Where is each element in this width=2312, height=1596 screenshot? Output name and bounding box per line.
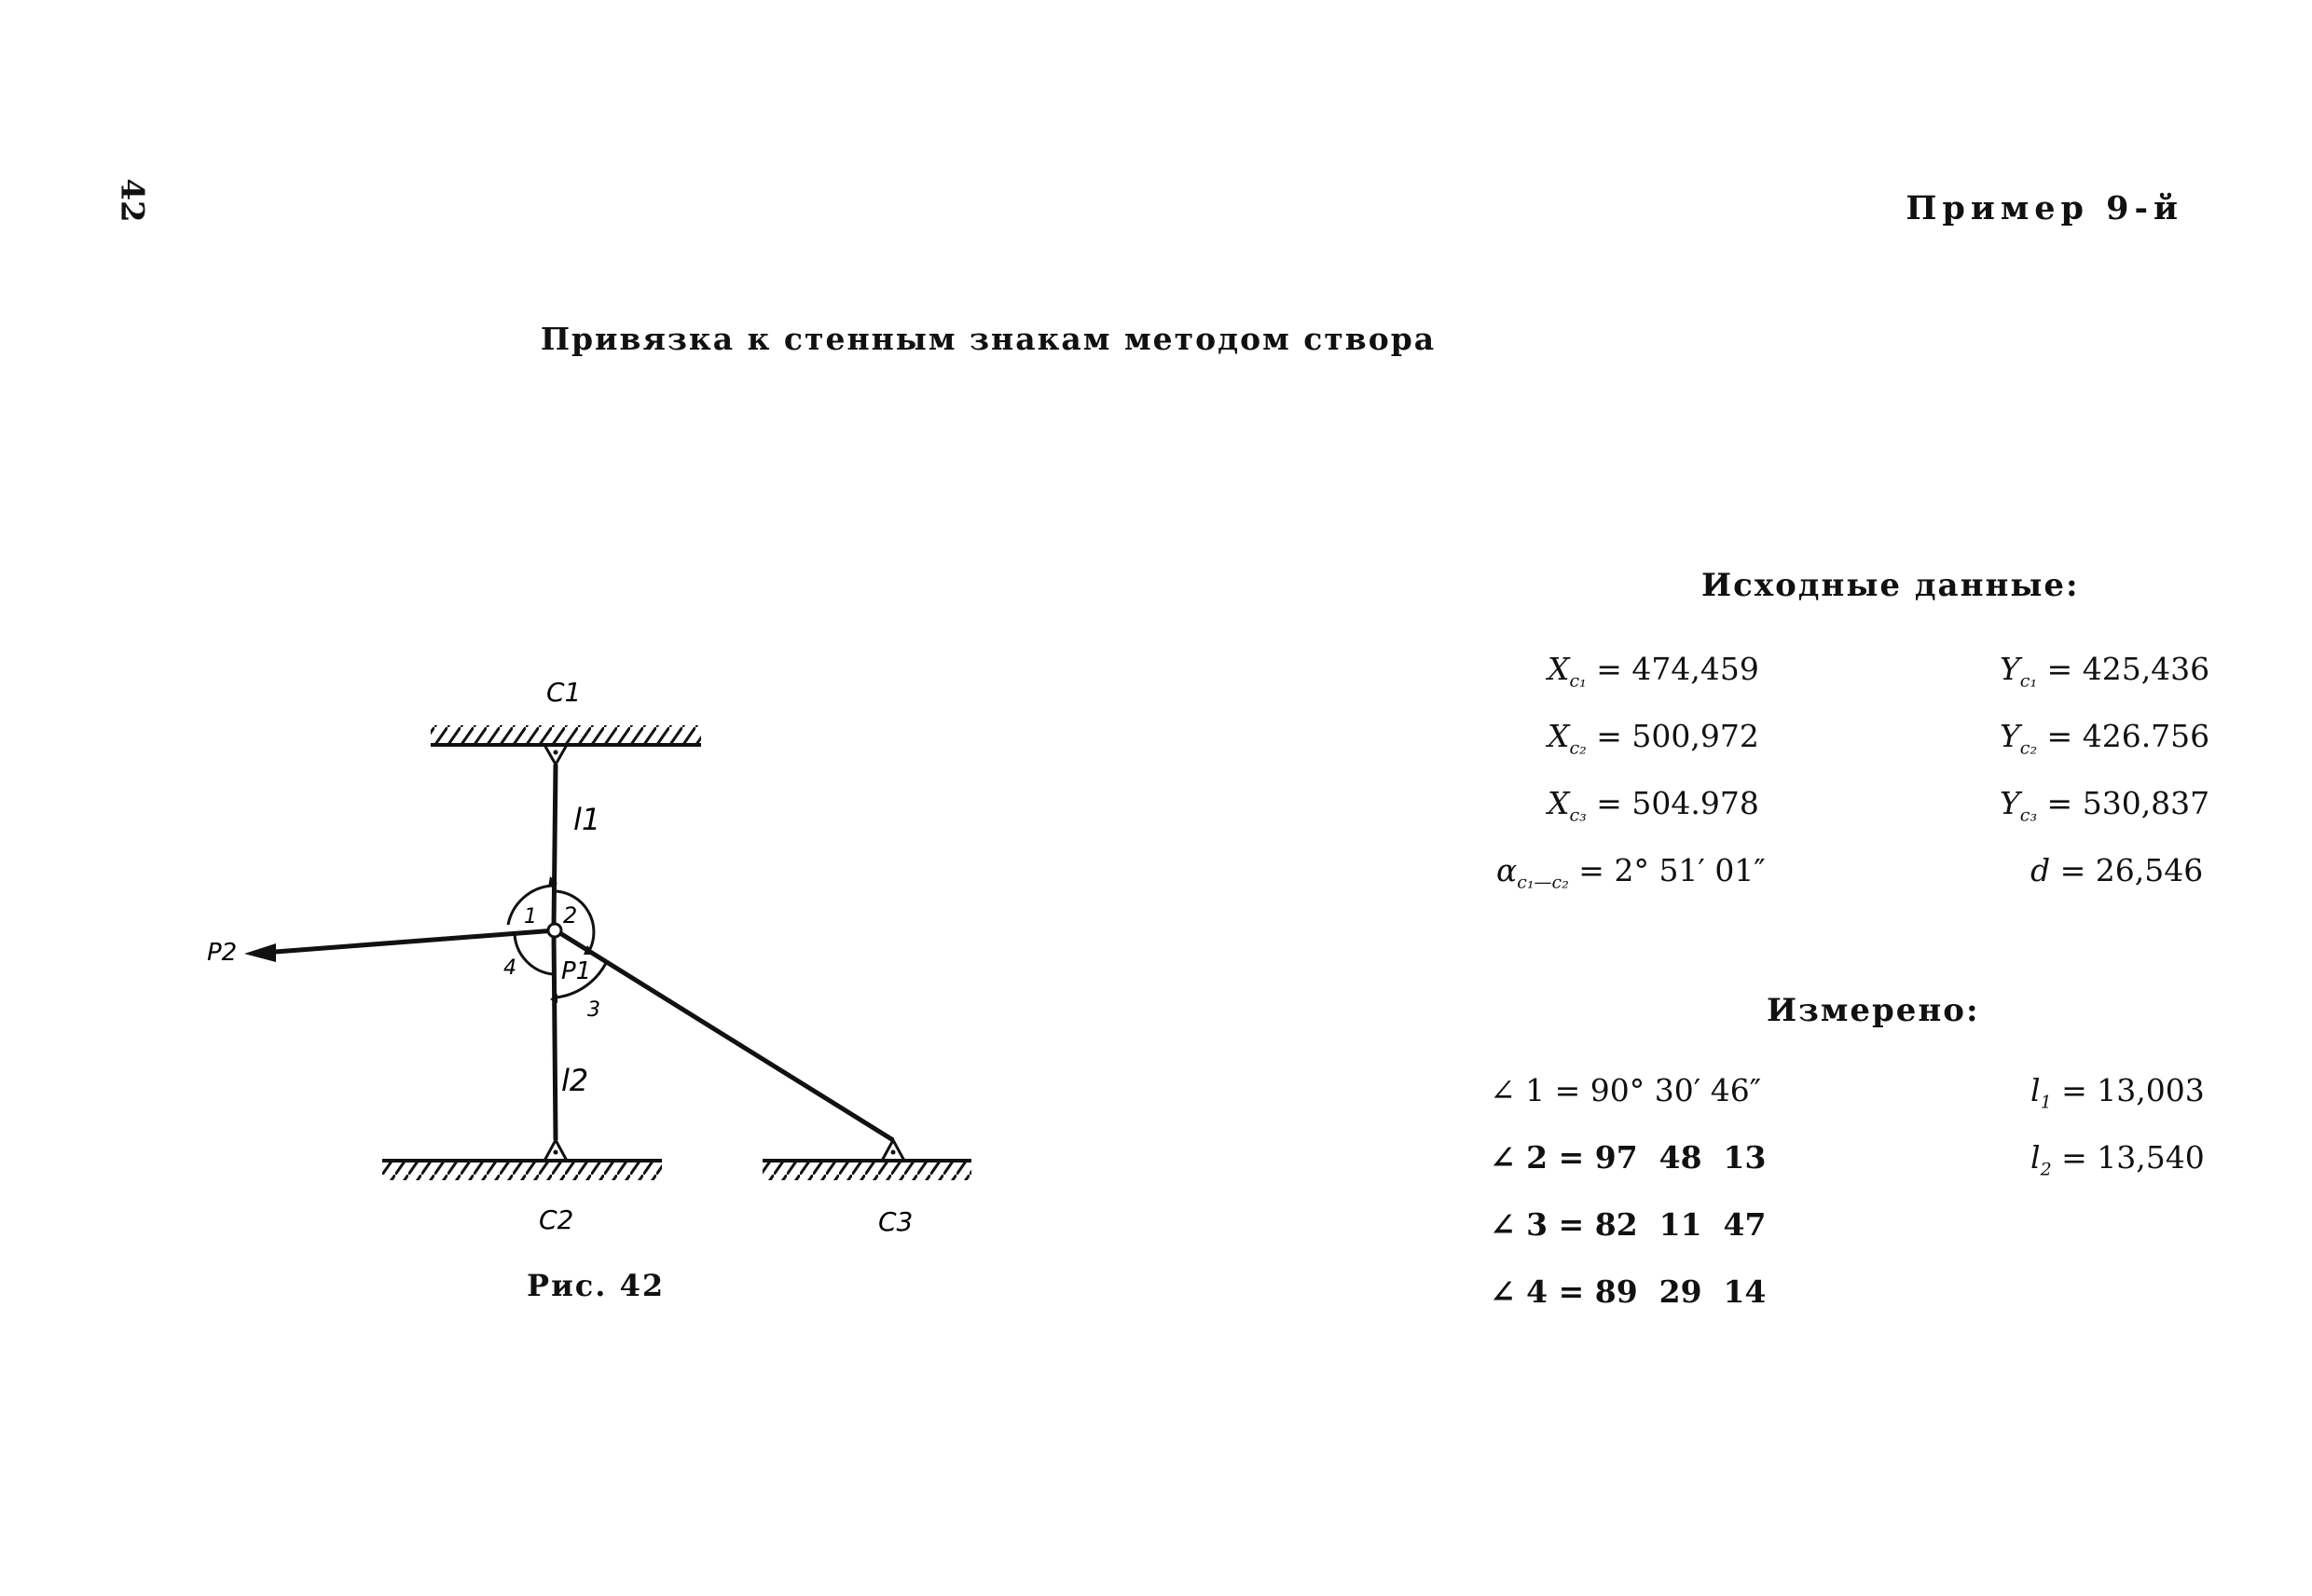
value-y-c2: 426.756 — [2082, 718, 2210, 754]
line-l1 — [554, 764, 556, 928]
example-label: Пример 9-й — [1906, 189, 2183, 227]
value-l1: 13,003 — [2097, 1072, 2205, 1108]
label-p1: P1 — [561, 957, 592, 985]
value-x-c2: 500,972 — [1631, 718, 1759, 754]
value-angle-3: 3 = 82 11 47 — [1526, 1206, 1767, 1243]
value-x-c3: 504.978 — [1631, 785, 1759, 821]
arrow-p2 — [244, 943, 276, 962]
formula-y-c3: $Y_{c_3} = 530,837$ — [2000, 785, 2210, 826]
formula-angle-4: ∠ 4 = 89 29 14 — [1490, 1273, 1767, 1310]
figure-diagram — [186, 653, 1007, 1259]
formula-x-c1: $X_{c_1} = 474,459$ — [1548, 651, 1759, 692]
label-angle-4: 4 — [503, 956, 516, 980]
measured-heading: Измерено: — [1767, 992, 1980, 1029]
label-c1: C1 — [546, 677, 582, 708]
value-angle-2: 2 = 97 48 13 — [1526, 1139, 1767, 1176]
value-d: 26,546 — [2095, 852, 2204, 888]
value-y-c1: 425,436 — [2082, 651, 2210, 687]
value-angle-4: 4 = 89 29 14 — [1526, 1273, 1767, 1310]
formula-y-c1: $Y_{c_1} = 425,436$ — [2000, 651, 2210, 692]
formula-angle-1: ∠ 1 = 90° 30′ 46″ — [1490, 1072, 1762, 1108]
wall-c3 — [763, 1140, 971, 1180]
value-y-c3: 530,837 — [2082, 785, 2210, 821]
figure-caption: Рис. 42 — [527, 1268, 666, 1303]
label-p2: P2 — [207, 939, 238, 967]
wall-c1 — [431, 725, 701, 764]
formula-d: d = 26,546 — [2030, 852, 2204, 888]
station-point — [548, 924, 561, 937]
label-angle-1: 1 — [524, 905, 537, 929]
value-angle-1: 1 = 90° 30′ 46″ — [1525, 1072, 1762, 1108]
line-l2 — [554, 932, 556, 1140]
formula-angle-2: ∠ 2 = 97 48 13 — [1490, 1139, 1767, 1176]
arc-angle-4 — [515, 934, 553, 974]
formula-l2: $l_2 = 13,540$ — [2030, 1139, 2205, 1180]
formula-l1: $l_1 = 13,003$ — [2030, 1072, 2205, 1113]
line-to-c3 — [556, 930, 893, 1140]
initial-data-heading: Исходные данные: — [1701, 567, 2080, 604]
wall-c2 — [382, 1140, 662, 1180]
label-l1: l1 — [573, 802, 601, 837]
value-alpha: 2° 51′ 01″ — [1614, 852, 1766, 888]
page-title: Привязка к стенным знакам методом створа — [540, 321, 1437, 357]
line-to-p2 — [263, 930, 556, 953]
formula-x-c2: $X_{c_2} = 500,972$ — [1548, 718, 1759, 759]
formula-x-c3: $X_{c_3} = 504.978$ — [1548, 785, 1759, 826]
label-l2: l2 — [561, 1063, 589, 1098]
formula-alpha: $\alpha_{c_1—c_2} = 2^\circ$ 51′ 01″ — [1496, 852, 1766, 893]
formula-y-c2: $Y_{c_2} = 426.756$ — [2000, 718, 2210, 759]
label-angle-2: 2 — [563, 902, 578, 929]
label-angle-3: 3 — [587, 998, 600, 1022]
formula-angle-3: ∠ 3 = 82 11 47 — [1490, 1206, 1767, 1243]
page-number: 42 — [113, 178, 151, 223]
value-x-c1: 474,459 — [1631, 651, 1759, 687]
value-l2: 13,540 — [2097, 1139, 2205, 1176]
label-c3: C3 — [878, 1206, 914, 1237]
label-c2: C2 — [539, 1204, 574, 1235]
